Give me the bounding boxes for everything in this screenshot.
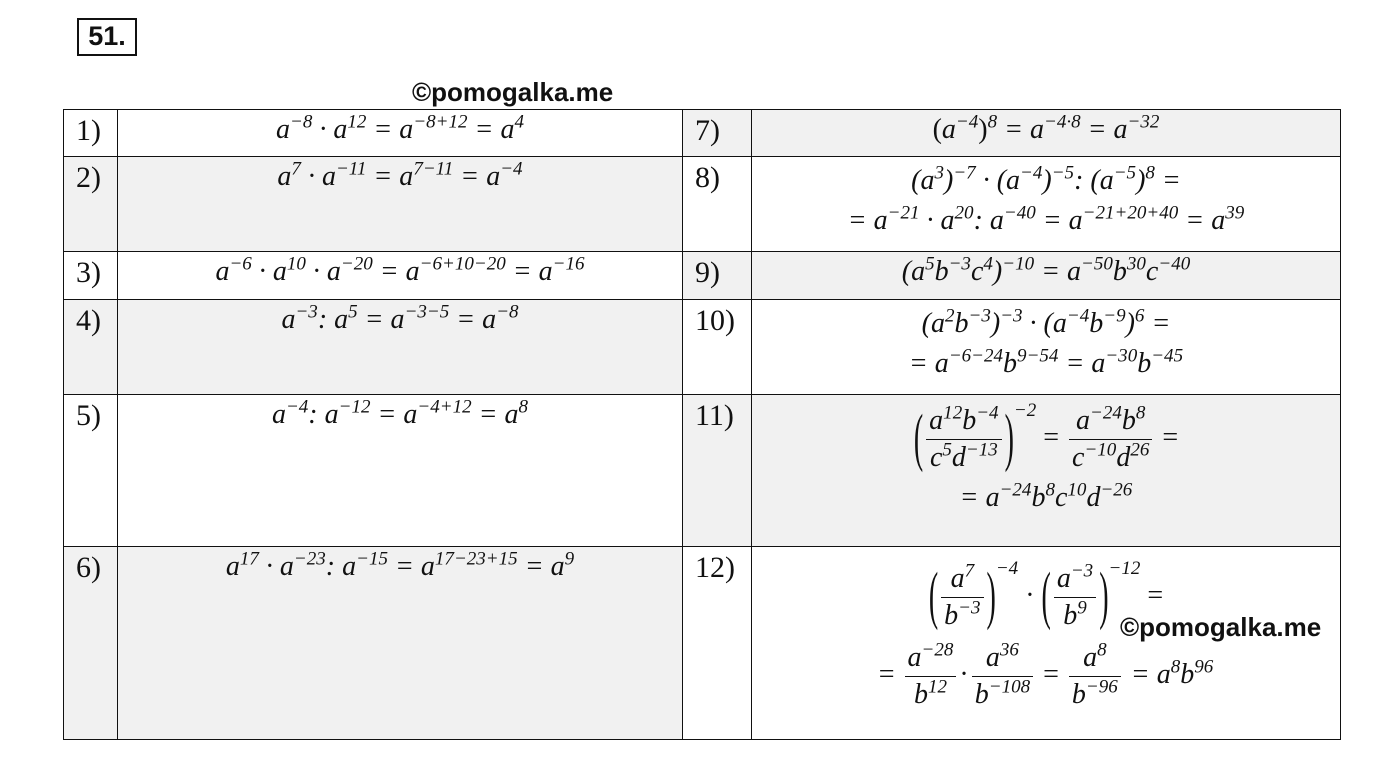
expression-11: ( $\frac{a^{12}b^{-4}}{c^5d^{-13}}$ )−2 = $\frac{a^{-24}b^8}{c^{-10}d^{26}}$ = = $a^{-24}b^8c^{10}d^{-26}$	[752, 395, 1341, 547]
expression-4: $a^{-3}$: $a^5 = a^{-3-5} = a^{-8}$	[118, 300, 683, 395]
table-row	[64, 252, 1341, 300]
item-number: 10)	[683, 300, 752, 395]
expression-10: $(a^2b^{-3})^{-3} \cdot (a^{-4}b^{-9})^6$ = = $a^{-6-24}b^{9-54} = a^{-30}b^{-45}$	[752, 300, 1341, 395]
item-number: 6)	[64, 547, 118, 740]
watermark: ©pomogalka.me	[412, 77, 614, 107]
item-number: 8)	[683, 157, 752, 252]
table-row	[64, 300, 1341, 395]
expression-9: $(a^5b^{-3}c^4)^{-10} = a^{-50}b^{30}c^{-40}$	[752, 252, 1341, 300]
item-number: 9)	[683, 252, 752, 300]
table-row	[64, 157, 1341, 252]
answers-table	[63, 109, 1341, 740]
expression-7: $(a^{-4})^8 = a^{-4\cdot 8} = a^{-32}$	[752, 110, 1341, 157]
item-number: 7)	[683, 110, 752, 157]
item-number: 11)	[683, 395, 752, 547]
item-number: 1)	[64, 110, 118, 157]
item-number: 4)	[64, 300, 118, 395]
item-number: 12)	[683, 547, 752, 740]
item-number: 3)	[64, 252, 118, 300]
expression-8: $(a^3)^{-7} \cdot (a^{-4})^{-5}$: $(a^{-5})^8$ = = $a^{-21} \cdot a^{20}$: $a^{-40} = a^{-21+20+40} = a^{39}$	[752, 157, 1341, 252]
expression-3: $a^{-6} \cdot a^{10} \cdot a^{-20} = a^{-6+10-20} = a^{-16}$	[118, 252, 683, 300]
item-number: 2)	[64, 157, 118, 252]
expression-1: $a^{-8} \cdot a^{12} = a^{-8+12} = a^4$	[118, 110, 683, 157]
item-number: 5)	[64, 395, 118, 547]
table-row	[64, 547, 1341, 740]
expression-6: $a^{17} \cdot a^{-23}$: $a^{-15} = a^{17-23+15} = a^9$	[118, 547, 683, 740]
expression-5: $a^{-4}$: $a^{-12} = a^{-4+12} = a^8$	[118, 395, 683, 547]
task-number: 51.	[77, 18, 137, 56]
watermark: ©pomogalka.me	[1120, 612, 1322, 642]
expression-2: $a^7 \cdot a^{-11} = a^{7-11} = a^{-4}$	[118, 157, 683, 252]
table-row	[64, 110, 1341, 157]
table-row	[64, 395, 1341, 547]
expression-12: ( $\frac{a^7}{b^{-3}}$ )−4 · ( $\frac{a^{-3}}{b^9}$ )−12 = = $\frac{a^{-28}}{b^{12}}$ · $\frac{a^{36}}{b^{-108}}$ = $\frac{a^8}{b^{-96}}$ = $a^8b^{96}$	[752, 547, 1341, 740]
